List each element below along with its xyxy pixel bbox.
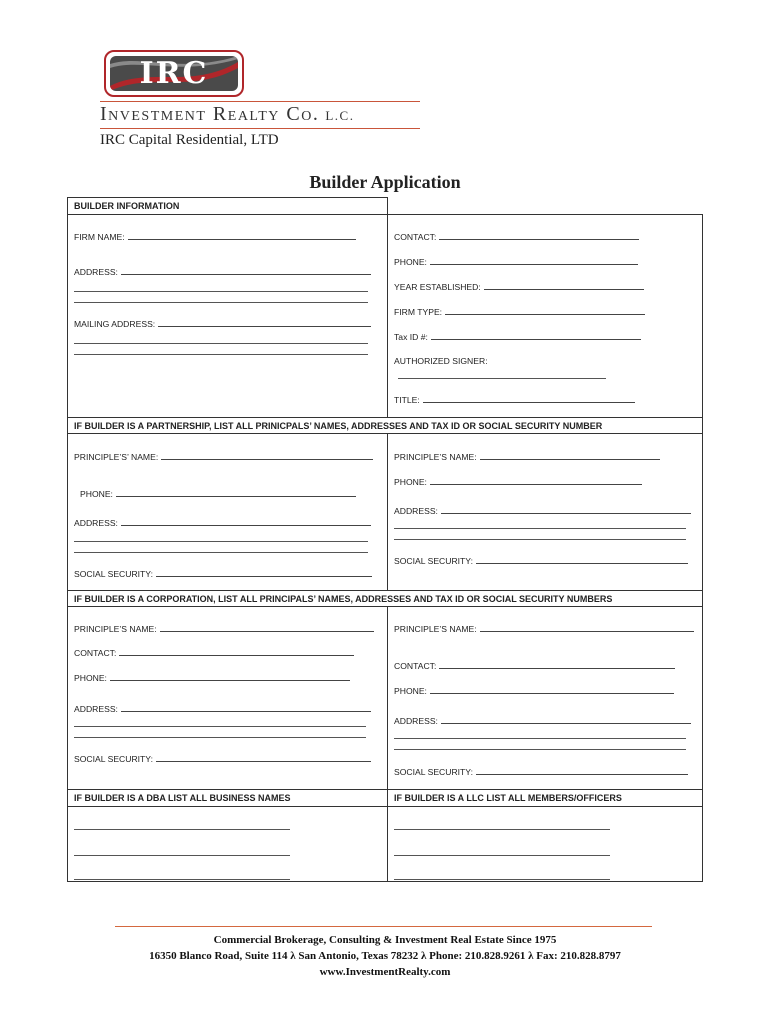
mailing-address-label: MAILING ADDRESS:	[74, 319, 156, 329]
partnership-center-divider	[387, 434, 388, 590]
corporation-right-ssn-label: SOCIAL SECURITY:	[394, 767, 473, 777]
contact-field[interactable]	[394, 231, 639, 242]
partnership-left-phone-label: PHONE:	[80, 489, 113, 499]
logo-emblem	[110, 56, 238, 91]
footer-tagline: Commercial Brokerage, Consulting & Investment Real Estate Since 1975	[213, 934, 557, 946]
partnership-right-principal-field[interactable]	[394, 451, 660, 462]
partnership-right-ssn-field[interactable]	[394, 555, 688, 566]
address-field[interactable]	[74, 266, 371, 277]
partnership-heading: IF BUILDER IS A PARTNERSHIP, LIST ALL PRINICPALS’ NAMES, ADDRESSES AND TAX ID OR SOCIAL SECURITY NUMBER	[67, 417, 703, 434]
authorized-signer-label: AUTHORIZED SIGNER:	[394, 356, 488, 366]
llc-member-line-3[interactable]	[394, 879, 610, 880]
footer-website-link[interactable]: www.InvestmentRealty.com	[319, 966, 451, 978]
corporation-left-ssn-field[interactable]	[74, 753, 371, 764]
corporation-left-address-field[interactable]	[74, 703, 371, 714]
partnership-left-address-label: ADDRESS:	[74, 518, 118, 528]
partnership-left-phone-field[interactable]	[80, 488, 356, 499]
footer-phone: Phone: 210.828.9261	[429, 950, 526, 962]
partnership-right-address-label: ADDRESS:	[394, 506, 438, 516]
logo-rule-bottom	[100, 128, 420, 129]
title-label: TITLE:	[394, 395, 420, 405]
partnership-right-address-line-2[interactable]	[394, 528, 686, 529]
tax-id-field[interactable]	[394, 331, 641, 342]
partnership-left-address-field[interactable]	[74, 517, 371, 528]
partnership-right-ssn-label: SOCIAL SECURITY:	[394, 556, 473, 566]
builder-head-bottom	[67, 214, 703, 215]
llc-member-line-1[interactable]	[394, 829, 610, 830]
partnership-left-principal-label: PRINCIPLE’S’ NAME:	[74, 452, 159, 462]
builder-head-right	[387, 197, 388, 214]
builder-head-top	[67, 197, 388, 198]
partnership-left-address-line-3[interactable]	[74, 552, 368, 553]
subsidiary-name: IRC Capital Residential, LTD	[100, 132, 279, 148]
year-established-field[interactable]	[394, 281, 644, 292]
corporation-right-phone-field[interactable]	[394, 685, 674, 696]
corporation-left-phone-label: PHONE:	[74, 673, 107, 683]
partnership-left-ssn-label: SOCIAL SECURITY:	[74, 569, 153, 579]
builder-info-heading: BUILDER INFORMATION	[74, 201, 180, 211]
corporation-left-address-line-3[interactable]	[74, 737, 366, 738]
corporation-left-address-line-2[interactable]	[74, 726, 366, 727]
footer-separator-1: λ	[290, 950, 296, 962]
partnership-left-ssn-field[interactable]	[74, 568, 372, 579]
mailing-line-2[interactable]	[74, 343, 368, 344]
corporation-right-phone-label: PHONE:	[394, 686, 427, 696]
firm-name-label: FIRM NAME:	[74, 232, 125, 242]
dba-llc-divider	[387, 789, 388, 881]
year-established-label: YEAR ESTABLISHED:	[394, 282, 481, 292]
corporation-left-contact-field[interactable]	[74, 647, 354, 658]
company-name	[100, 103, 354, 126]
frame-right	[702, 214, 703, 881]
partnership-left-address-line-2[interactable]	[74, 541, 368, 542]
builder-center-divider	[387, 214, 388, 417]
mailing-address-field[interactable]	[74, 318, 371, 329]
footer-fax: Fax: 210.828.8797	[536, 950, 621, 962]
dba-heading: IF BUILDER IS A DBA LIST ALL BUSINESS NAMES	[74, 793, 291, 803]
tax-id-label: Tax ID #:	[394, 332, 428, 342]
dba-name-line-2[interactable]	[74, 855, 290, 856]
company-name-text: Investment Realty Co.	[100, 103, 320, 125]
address-line-2[interactable]	[74, 291, 368, 292]
dba-head-bottom	[67, 806, 703, 807]
frame-bottom	[67, 881, 703, 882]
partnership-right-principal-label: PRINCIPLE’S NAME:	[394, 452, 477, 462]
corporation-left-contact-label: CONTACT:	[74, 648, 117, 658]
corporation-right-contact-field[interactable]	[394, 660, 675, 671]
company-suffix: L.C.	[325, 108, 355, 123]
dba-name-line-3[interactable]	[74, 879, 290, 880]
corporation-right-contact-label: CONTACT:	[394, 661, 437, 671]
corporation-right-address-line-2[interactable]	[394, 738, 686, 739]
form-title: Builder Application	[309, 172, 461, 192]
logo-rule-top	[100, 101, 420, 102]
corporation-right-address-field[interactable]	[394, 715, 691, 726]
logo-letters: IRC	[139, 56, 209, 91]
corporation-heading: IF BUILDER IS A CORPORATION, LIST ALL PRINCIPALS’ NAMES, ADDRESSES AND TAX ID OR SOCIAL SECURITY NUMBERS	[67, 590, 703, 607]
corporation-left-address-label: ADDRESS:	[74, 704, 118, 714]
footer-rule	[115, 926, 652, 927]
phone-label: PHONE:	[394, 257, 427, 267]
partnership-left-principal-field[interactable]	[74, 451, 373, 462]
corporation-right-ssn-field[interactable]	[394, 766, 688, 777]
footer-contact-line	[0, 950, 770, 962]
dba-name-line-1[interactable]	[74, 829, 290, 830]
corporation-right-principal-label: PRINCIPLE’S NAME:	[394, 624, 477, 634]
phone-field[interactable]	[394, 256, 638, 267]
company-logo	[104, 50, 244, 97]
partnership-right-phone-label: PHONE:	[394, 477, 427, 487]
footer-separator-3: λ	[528, 950, 534, 962]
corporation-left-principal-label: PRINCIPLE’S NAME:	[74, 624, 157, 634]
address-line-3[interactable]	[74, 302, 368, 303]
corporation-right-address-line-3[interactable]	[394, 749, 686, 750]
llc-member-line-2[interactable]	[394, 855, 610, 856]
partnership-right-address-field[interactable]	[394, 505, 691, 516]
footer-separator-2: λ	[420, 950, 427, 962]
firm-type-label: FIRM TYPE:	[394, 307, 443, 317]
corporation-right-principal-field[interactable]	[394, 623, 694, 634]
frame-left	[67, 197, 68, 881]
llc-heading: IF BUILDER IS A LLC LIST ALL MEMBERS/OFFICERS	[394, 793, 622, 803]
address-label: ADDRESS:	[74, 267, 118, 277]
firm-name-field[interactable]	[74, 231, 356, 242]
partnership-right-address-line-3[interactable]	[394, 539, 686, 540]
contact-label: CONTACT:	[394, 232, 437, 242]
firm-type-field[interactable]	[394, 306, 645, 317]
footer-address: 16350 Blanco Road, Suite 114	[149, 950, 288, 962]
authorized-signer-line[interactable]	[398, 378, 606, 379]
corporation-center-divider	[387, 607, 388, 789]
dba-head-top	[67, 789, 703, 790]
title-field[interactable]	[394, 394, 635, 405]
corporation-left-principal-field[interactable]	[74, 623, 374, 634]
corporation-left-phone-field[interactable]	[74, 672, 350, 683]
mailing-line-3[interactable]	[74, 354, 368, 355]
corporation-right-address-label: ADDRESS:	[394, 716, 438, 726]
partnership-right-phone-field[interactable]	[394, 476, 642, 487]
footer-city: San Antonio, Texas 78232	[298, 950, 419, 962]
corporation-left-ssn-label: SOCIAL SECURITY:	[74, 754, 153, 764]
